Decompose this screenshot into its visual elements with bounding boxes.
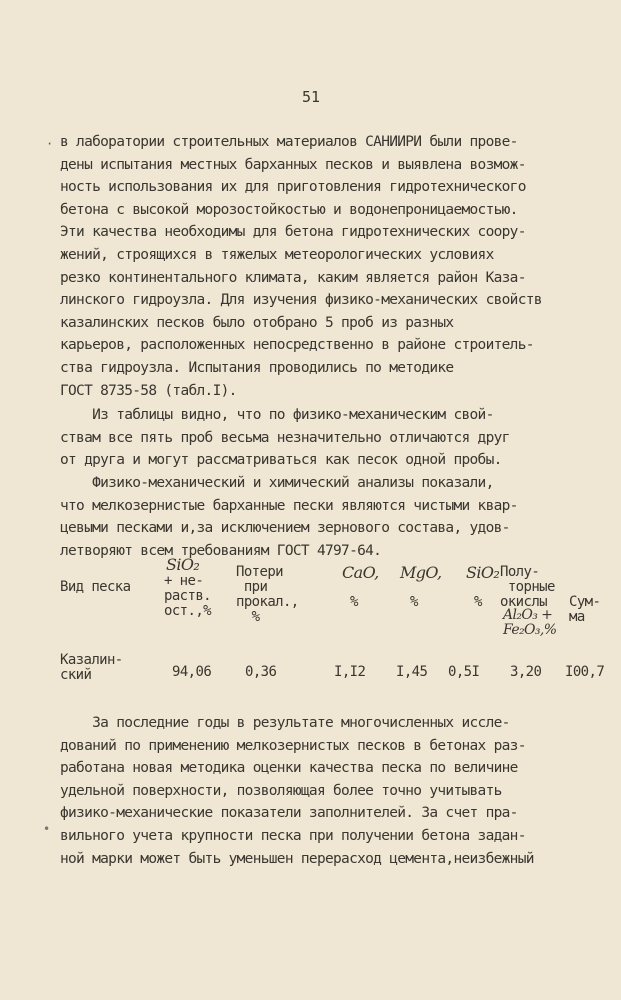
- text-line: вильного учета крупности песка при получении бетона задан-: [60, 827, 526, 844]
- text-line: от друга и могут рассматриваться как песок одной пробы.: [60, 452, 502, 469]
- header-sio2-formula: SiO₂: [166, 555, 200, 574]
- text-line: резко континентального климата, каким является район Каза-: [60, 269, 526, 286]
- header-mgo: MgO,: [400, 563, 442, 582]
- header-vid-peska: Вид песка: [60, 579, 131, 595]
- header-cao-unit: %: [350, 594, 358, 610]
- header-summa: Сум- ма: [569, 594, 601, 625]
- paragraph-4: [60, 712, 580, 870]
- text-line: что мелкозернистые барханные пески являются чистыми квар-: [60, 497, 518, 514]
- row-vid: Казалин- ский: [60, 652, 123, 683]
- text-line: бетона с высокой морозостойкостью и водонепроницаемостью.: [60, 201, 518, 218]
- paragraph-3: [60, 472, 580, 562]
- text-line: удельной поверхности, позволяющая более точно учитывать: [60, 782, 502, 799]
- text-line: ствам все пять проб весьма незначительно отличаются друг: [60, 429, 510, 446]
- text-line: ной марки может быть уменьшен перерасход цемента,неизбежный: [60, 850, 534, 867]
- row-mgo: I,45: [396, 664, 428, 680]
- header-polutornye-formula: Al₂O₃ + Fe₂O₃,%: [503, 607, 557, 638]
- row-sio2-nerastv: 94,06: [172, 664, 212, 680]
- row-cao: I,I2: [334, 664, 366, 680]
- row-poteri: 0,36: [245, 664, 277, 680]
- row-summa: I00,7: [565, 664, 605, 680]
- header-sio2-nerastv: + не- раств. ост.,%: [164, 573, 211, 619]
- text-line: цевыми песками и,за исключением зернового состава, удов-: [60, 520, 510, 537]
- text-line: в лаборатории строительных материалов САНИИРИ были прове-: [60, 134, 518, 150]
- row-polutornye: 3,20: [510, 664, 542, 680]
- header-mgo-unit: %: [410, 594, 418, 610]
- text-line: Эти качества необходимы для бетона гидротехнических соору-: [60, 224, 526, 241]
- paragraph-2: [60, 404, 580, 472]
- margin-mark: ·: [46, 137, 54, 151]
- text-line: линского гидроузла. Для изучения физико-механических свойств: [60, 292, 542, 309]
- row-sio2: 0,5I: [448, 664, 480, 680]
- text-line: физико-механические показатели заполнителей. За счет пра-: [60, 805, 518, 822]
- margin-mark: •: [43, 822, 51, 836]
- text-line: Из таблицы видно, что по физико-механическим свой-: [60, 407, 494, 423]
- paragraph-1: [60, 131, 580, 402]
- text-line: жений, строящихся в тяжелых метеорологических условиях: [60, 246, 494, 263]
- text-line: дований по применению мелкозернистых песков в бетонах раз-: [60, 737, 526, 754]
- header-sio2-b: SiO₂: [466, 563, 500, 582]
- text-line: ность использования их для приготовления гидротехнического: [60, 179, 526, 196]
- text-line: работана новая методика оценки качества песка по величине: [60, 760, 518, 777]
- text-line: ства гидроузла. Испытания проводились по методике: [60, 359, 454, 376]
- text-line: Физико-механический и химический анализы показали,: [60, 475, 494, 491]
- text-line: ГОСТ 8735-58 (табл.I).: [60, 382, 237, 399]
- header-poteri: Потери при прокал., %: [236, 564, 299, 625]
- text-line: казалинских песков было отобрано 5 проб из разных: [60, 314, 454, 331]
- page-number: 51: [302, 88, 321, 106]
- header-sio2-b-unit: %: [474, 594, 482, 610]
- header-cao: CaO,: [342, 563, 379, 582]
- text-line: карьеров, расположенных непосредственно в районе строитель-: [60, 337, 534, 354]
- text-line: За последние годы в результате многочисленных иссле-: [60, 715, 510, 731]
- header-polutornye: Полу- торные окислы: [500, 564, 555, 610]
- text-line: летворяют всем требованиям ГОСТ 4797-64.: [60, 542, 382, 559]
- text-line: дены испытания местных барханных песков и выявлена возмож-: [60, 156, 526, 173]
